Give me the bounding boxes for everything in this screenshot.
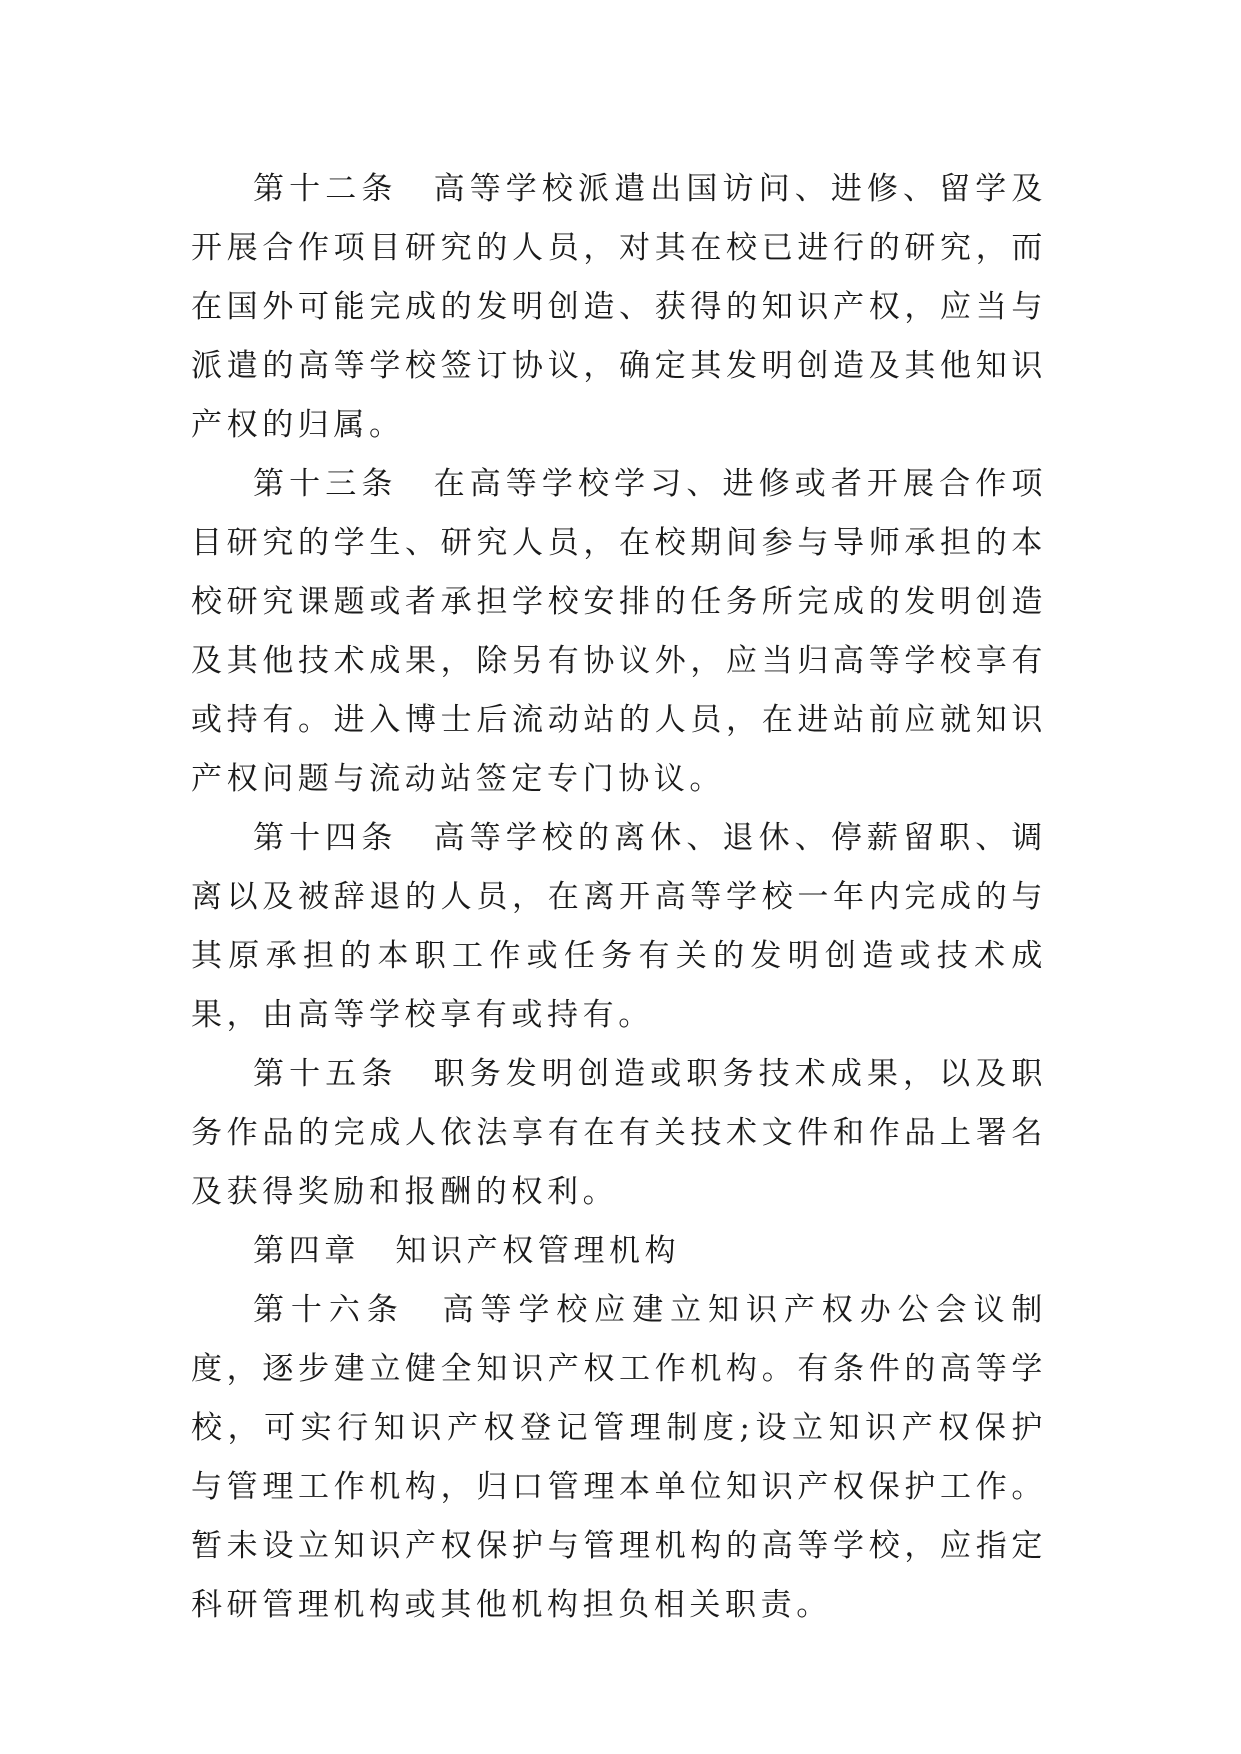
document-body [191,160,1047,1635]
article-12-heading: 第十二条 [253,171,398,207]
article-14-text: 高等学校的离休、退休、停薪留职、调离以及被辞退的人员，在离开高等学校一年内完成的与其原承担的本职工作或任务有关的发明创造或技术成果，由高等学校享有或持有。 [191,820,1047,1033]
chapter-4-text: 知识产权管理机构 [395,1233,681,1269]
article-16-text: 高等学校应建立知识产权办公会议制度，逐步建立健全知识产权工作机构。有条件的高等学校，可实行知识产权登记管理制度;设立知识产权保护与管理工作机构，归口管理本单位知识产权保护工作。暂未设立知识产权保护与管理机构的高等学校，应指定科研管理机构或其他机构担负相关职责。 [191,1292,1047,1623]
article-16-paragraph [191,1281,1047,1635]
article-13-paragraph [191,455,1047,809]
chapter-4-title [191,1222,1047,1281]
article-14-paragraph [191,809,1047,1045]
article-16-heading: 第十六条 [253,1292,405,1328]
article-13-heading: 第十三条 [253,466,398,502]
article-15-paragraph [191,1045,1047,1222]
article-12-text: 高等学校派遣出国访问、进修、留学及开展合作项目研究的人员，对其在校已进行的研究，而在国外可能完成的发明创造、获得的知识产权，应当与派遣的高等学校签订协议，确定其发明创造及其他知识产权的归属。 [191,171,1047,443]
article-15-text: 职务发明创造或职务技术成果，以及职务作品的完成人依法享有在有关技术文件和作品上署名及获得奖励和报酬的权利。 [191,1056,1047,1210]
chapter-4-heading: 第四章 [253,1233,360,1269]
article-12-paragraph [191,160,1047,455]
article-15-heading: 第十五条 [253,1056,398,1092]
article-13-text: 在高等学校学习、进修或者开展合作项目研究的学生、研究人员，在校期间参与导师承担的本校研究课题或者承担学校安排的任务所完成的发明创造及其他技术成果，除另有协议外，应当归高等学校享有或持有。进入博士后流动站的人员，在进站前应就知识产权问题与流动站签定专门协议。 [191,466,1047,797]
article-14-heading: 第十四条 [253,820,398,856]
